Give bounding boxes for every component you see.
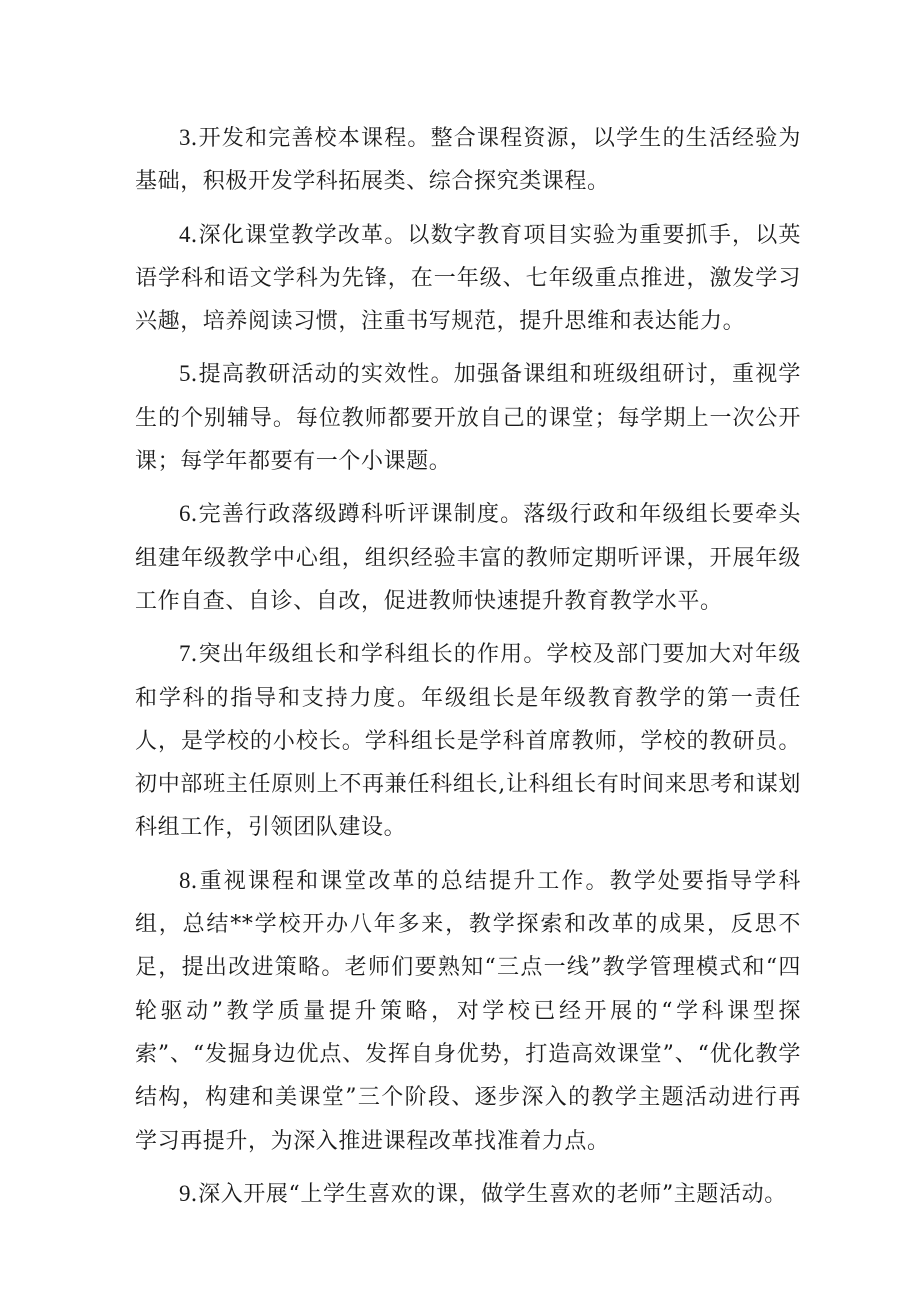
paragraph-text: .重视课程和课堂改革的总结提升工作。教学处要指导学科组，总结**学校开办八年多来，教学探索和改革的成果，反思不足，提出改进策略。老师们要熟知“三点一线”教学管理模式和“四轮驱动”教学质量提升策略，对学校已经开展的“学科课型探索”、“发掘身边优点、发挥自身优势，打造高效课堂”、“优化教学结构，构建和美课堂”三个阶段、逐步深入的教学主题活动进行再学习再提升，为深入推进课程改革找准着力点。 <box>135 868 801 1154</box>
paragraph-item-3 <box>135 116 801 204</box>
paragraph-item-6 <box>135 492 801 623</box>
paragraph-text: .完善行政落级蹲科听评课制度。落级行政和年级组长要牵头组建年级教学中心组，组织经验丰富的教师定期听评课，开展年级工作自查、自诊、自改，促进教师快速提升教育教学水平。 <box>135 502 801 614</box>
item-number: 4 <box>179 221 191 247</box>
paragraph-text: .深化课堂教学改革。以数字教育项目实验为重要抓手，以英语学科和语文学科为先锋，在一年级、七年级重点推进，激发学习兴趣，培养阅读习惯，注重书写规范，提升思维和表达能力。 <box>135 222 801 335</box>
paragraph-text: .开发和完善校本课程。整合课程资源，以学生的生活经验为基础，积极开发学科拓展类、综合探究类课程。 <box>135 126 801 195</box>
item-number: 8 <box>179 867 191 893</box>
item-number: 6 <box>179 501 191 527</box>
item-number: 3 <box>179 125 191 150</box>
paragraph-item-4 <box>135 213 801 344</box>
paragraph-item-5 <box>135 352 801 483</box>
document-body <box>135 116 801 1225</box>
paragraph-text: .提高教研活动的实效性。加强备课组和班级组研讨，重视学生的个别辅导。每位教师都要开放自己的课堂；每学期上一次公开课；每学年都要有一个小课题。 <box>135 362 801 475</box>
paragraph-item-9 <box>135 1172 801 1216</box>
item-number: 7 <box>179 641 191 667</box>
paragraph-item-7 <box>135 632 801 849</box>
paragraph-text: .深入开展“上学生喜欢的课，做学生喜欢的老师”主题活动。 <box>190 1181 787 1207</box>
item-number: 5 <box>179 361 191 387</box>
paragraph-item-8 <box>135 859 801 1163</box>
item-number: 9 <box>179 1180 191 1206</box>
paragraph-text: .突出年级组长和学科组长的作用。学校及部门要加大对年级和学科的指导和支持力度。年级组长是年级教育教学的第一责任人，是学校的小校长。学科组长是学科首席教师，学校的教研员。初中部班主任原则上不再兼任科组长,让科组长有时间来思考和谋划科组工作，引领团队建设。 <box>135 642 801 841</box>
